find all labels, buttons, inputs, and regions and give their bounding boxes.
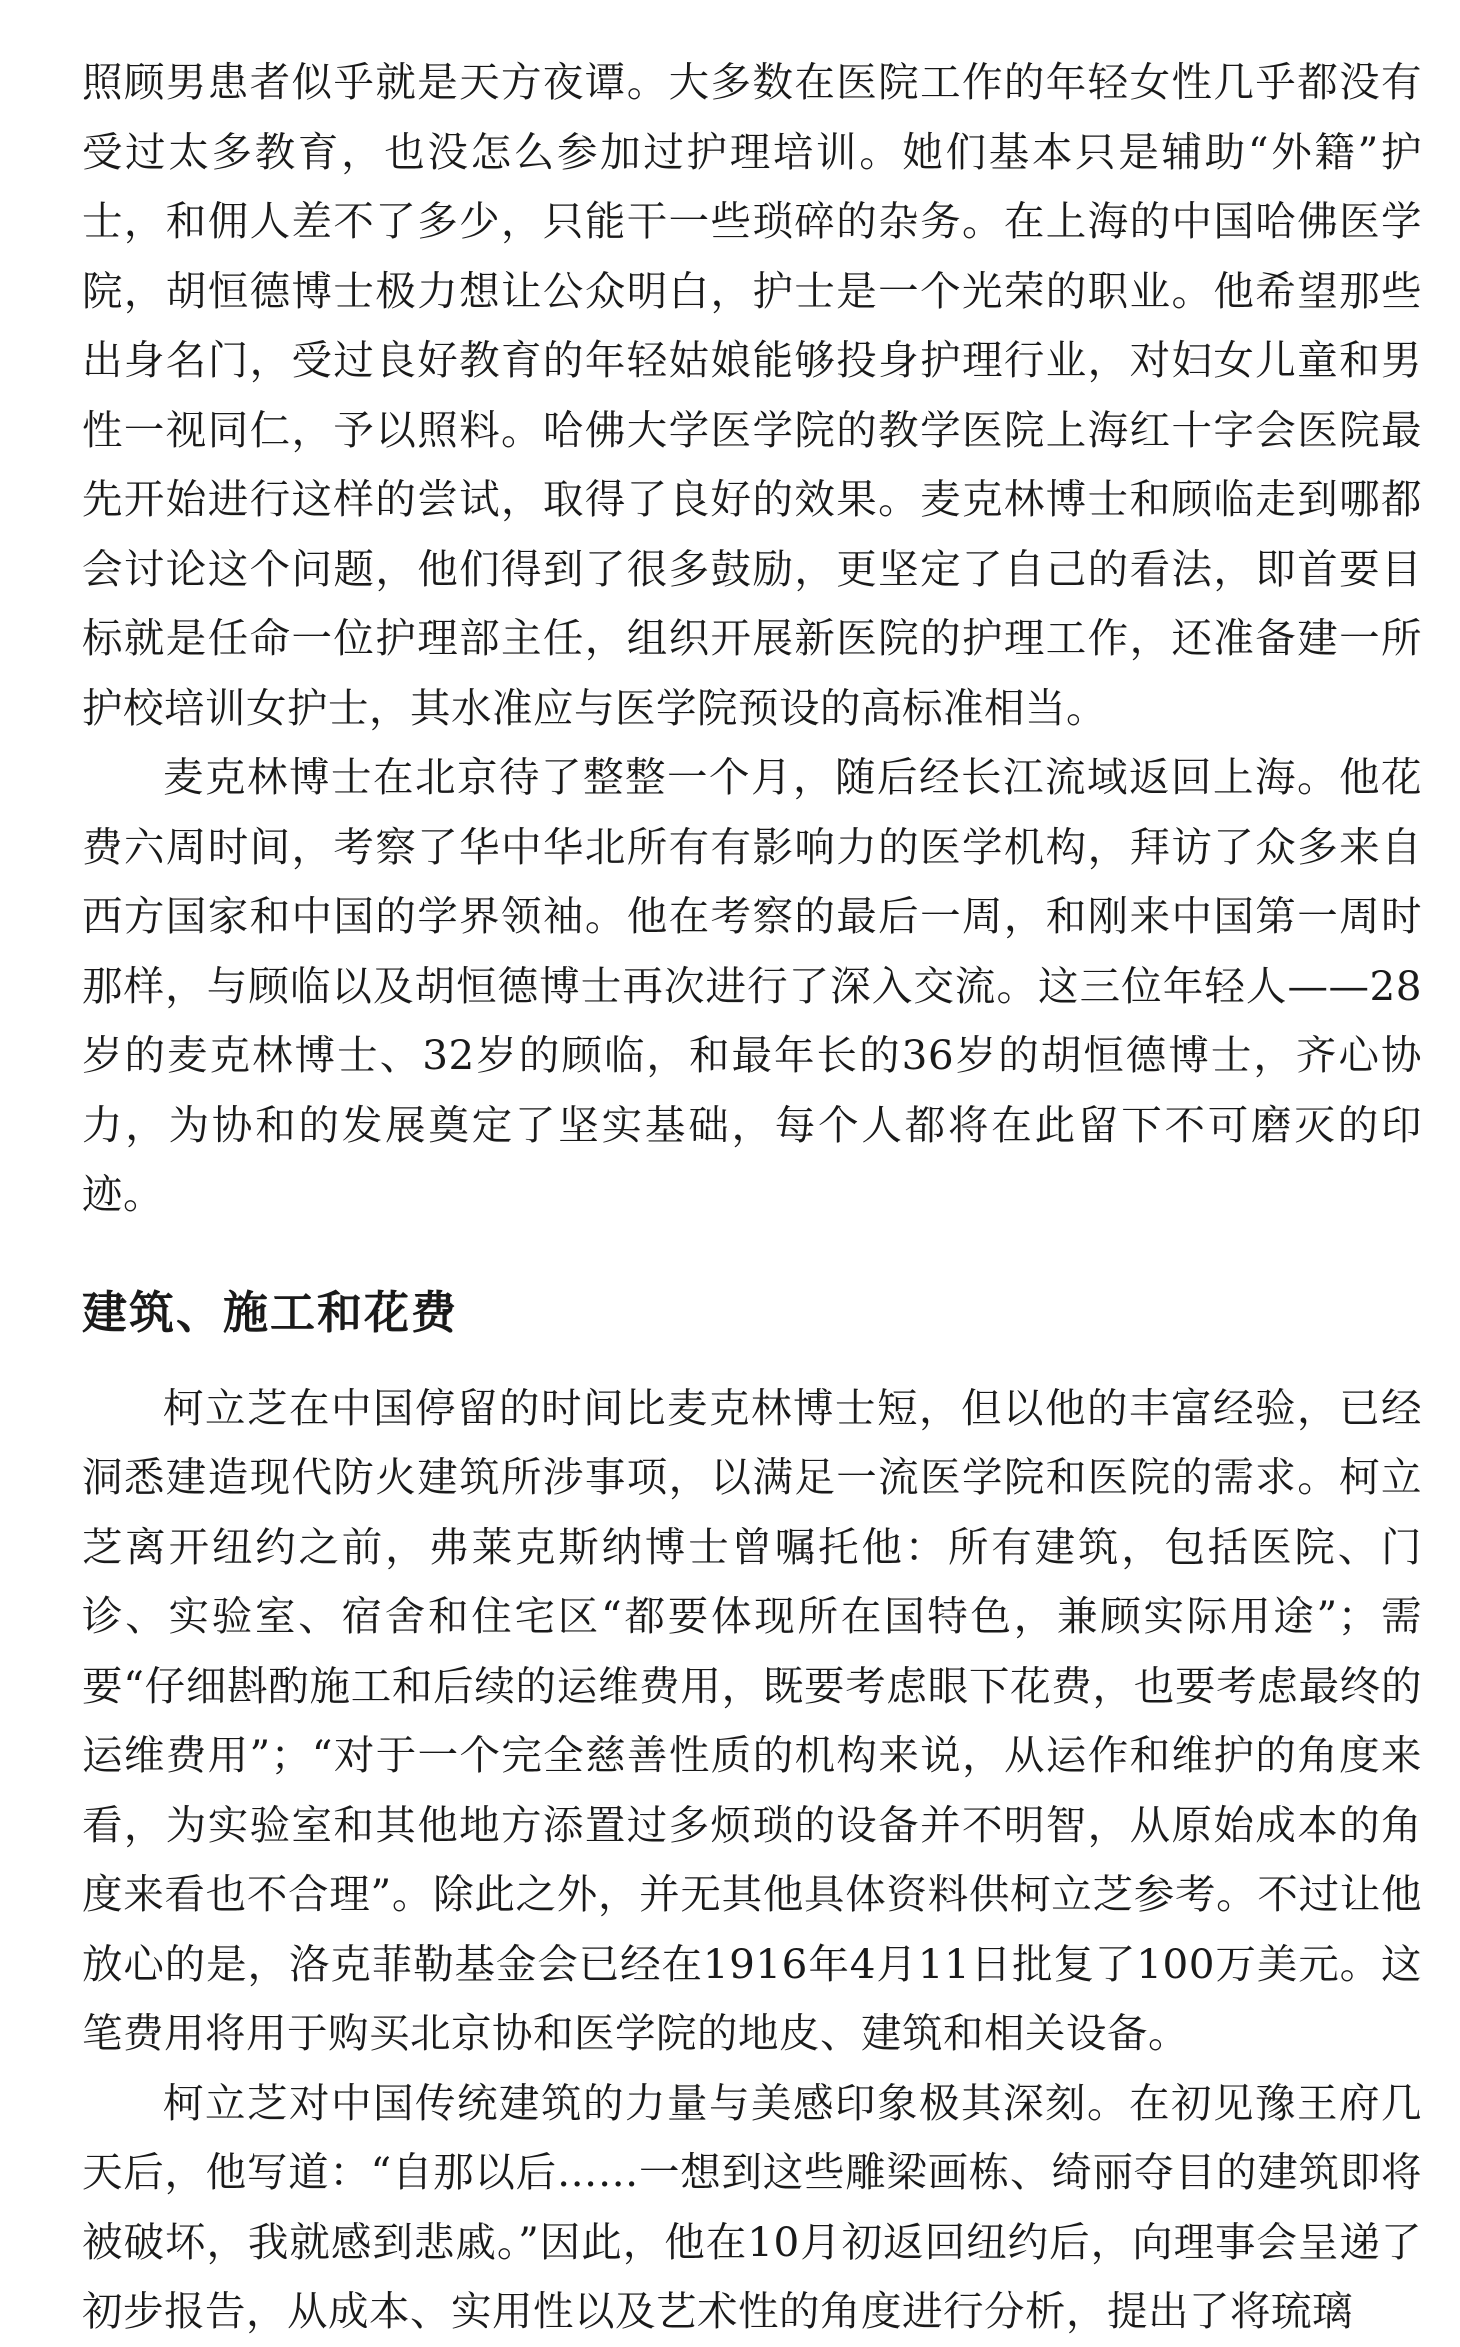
body-paragraph: 柯立芝在中国停留的时间比麦克林博士短，但以他的丰富经验，已经洞悉建造现代防火建筑所涉事项，以满足一流医学院和医院的需求。柯立芝离开纽约之前，弗莱克斯纳博士曾嘱托他：所有建筑，包括医院、门诊、实验室、宿舍和住宅区“都要体现所在国特色，兼顾实际用途”；需要“仔细斟酌施工和后续的运维费用，既要考虑眼下花费，也要考虑最终的运维费用”；“对于一个完全慈善性质的机构来说，从运作和维护的角度来看，为实验室和其他地方添置过多烦琐的设备并不明智，从原始成本的角度来看也不合理”。除此之外，并无其他具体资料供柯立芝参考。不过让他放心的是，洛克菲勒基金会已经在1916年4月11日批复了100万美元。这笔费用将用于购买北京协和医学院的地皮、建筑和相关设备。 bbox=[82, 1383, 1422, 2057]
document-page bbox=[82, 48, 1422, 2347]
body-paragraph: 柯立芝对中国传统建筑的力量与美感印象极其深刻。在初见豫王府几天后，他写道：“自那以后……一想到这些雕梁画栋、绮丽夺目的建筑即将被破坏，我就感到悲戚。”因此，他在10月初返回纽约后，向理事会呈递了初步报告，从成本、实用性以及艺术性的角度进行分析，提出了将琉璃 bbox=[82, 2078, 1422, 2335]
body-paragraph: 照顾男患者似乎就是天方夜谭。大多数在医院工作的年轻女性几乎都没有受过太多教育，也没怎么参加过护理培训。她们基本只是辅助“外籍”护士，和佣人差不了多少，只能干一些琐碎的杂务。在上海的中国哈佛医学院，胡恒德博士极力想让公众明白，护士是一个光荣的职业。他希望那些出身名门，受过良好教育的年轻姑娘能够投身护理行业，对妇女儿童和男性一视同仁，予以照料。哈佛大学医学院的教学医院上海红十字会医院最先开始进行这样的尝试，取得了良好的效果。麦克林博士和顾临走到哪都会讨论这个问题，他们得到了很多鼓励，更坚定了自己的看法，即首要目标就是任命一位护理部主任，组织开展新医院的护理工作，还准备建一所护校培训女护士，其水准应与医学院预设的高标准相当。 bbox=[82, 58, 1422, 732]
body-paragraph: 麦克林博士在北京待了整整一个月，随后经长江流域返回上海。他花费六周时间，考察了华中华北所有有影响力的医学机构，拜访了众多来自西方国家和中国的学界领袖。他在考察的最后一周，和刚来中国第一周时那样，与顾临以及胡恒德博士再次进行了深入交流。这三位年轻人——28岁的麦克林博士、32岁的顾临，和最年长的36岁的胡恒德博士，齐心协力，为协和的发展奠定了坚实基础，每个人都将在此留下不可磨灭的印迹。 bbox=[82, 753, 1422, 1218]
section-heading: 建筑、施工和花费 bbox=[82, 1285, 459, 1339]
